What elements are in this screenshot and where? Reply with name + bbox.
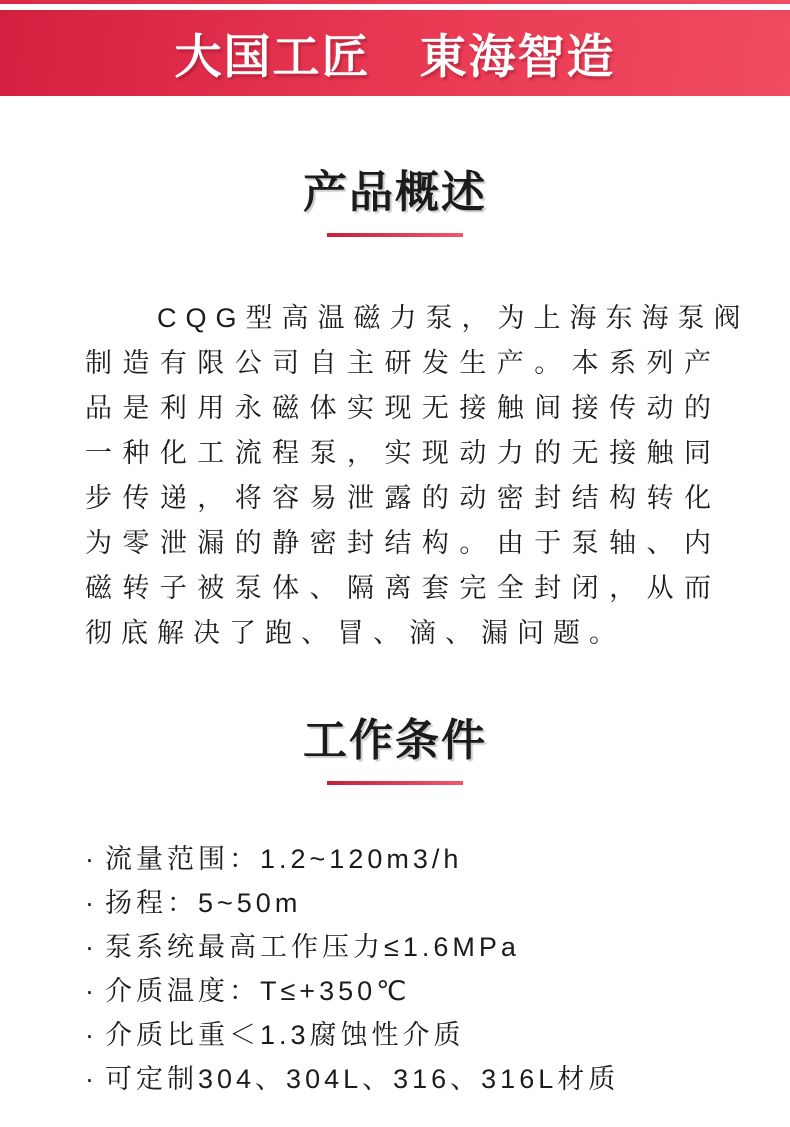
paragraph-line: 一种化工流程泵，实现动力的无接触同 xyxy=(85,438,720,468)
conditions-list xyxy=(0,837,790,1101)
list-item xyxy=(85,1013,750,1057)
brand-banner xyxy=(0,10,790,96)
overview-section-title: 产品概述 xyxy=(303,168,487,217)
list-item xyxy=(85,925,750,969)
paragraph-line: 品是利用永磁体实现无接触间接传动的 xyxy=(85,393,720,423)
bullet-text: 流量范围：1.2~120m3/h xyxy=(105,844,463,874)
top-red-strip xyxy=(0,0,790,4)
title-underline-red xyxy=(327,781,463,785)
paragraph-line: 磁转子被泵体、隔离套完全封闭，从而 xyxy=(85,573,720,603)
paragraph-line: 彻底解决了跑、冒、滴、漏问题。 xyxy=(85,618,625,648)
bullet-dot: · xyxy=(85,976,94,1006)
title-underline-red xyxy=(327,233,463,237)
list-item xyxy=(85,881,750,925)
overview-section xyxy=(0,168,790,656)
paragraph-line: 制造有限公司自主研发生产。本系列产 xyxy=(85,348,720,378)
conditions-section-title: 工作条件 xyxy=(303,716,487,765)
bullet-text: 泵系统最高工作压力≤1.6MPa xyxy=(105,932,520,962)
bullet-dot: · xyxy=(85,932,94,962)
bullet-dot: · xyxy=(85,888,94,918)
paragraph-line: 为零泄漏的静密封结构。由于泵轴、内 xyxy=(85,528,720,558)
bullet-text: 扬程：5~50m xyxy=(105,888,302,918)
paragraph-line: 步传递，将容易泄露的动密封结构转化 xyxy=(85,483,720,513)
bullet-dot: · xyxy=(85,1064,94,1094)
banner-title: 大国工匠 東海智造 xyxy=(174,29,616,83)
bullet-dot: · xyxy=(85,844,94,874)
list-item xyxy=(85,1057,750,1101)
bullet-text: 介质比重＜1.3腐蚀性介质 xyxy=(105,1020,465,1050)
bullet-dot: · xyxy=(85,1020,94,1050)
bullet-text: 介质温度：T≤+350℃ xyxy=(105,976,411,1006)
list-item xyxy=(85,969,750,1013)
conditions-section xyxy=(0,716,790,1101)
paragraph-line: CQG型高温磁力泵，为上海东海泵阀 xyxy=(157,303,750,333)
bullet-text: 可定制304、304L、316、316L材质 xyxy=(105,1064,620,1094)
list-item xyxy=(85,837,750,881)
overview-paragraph xyxy=(85,296,750,656)
